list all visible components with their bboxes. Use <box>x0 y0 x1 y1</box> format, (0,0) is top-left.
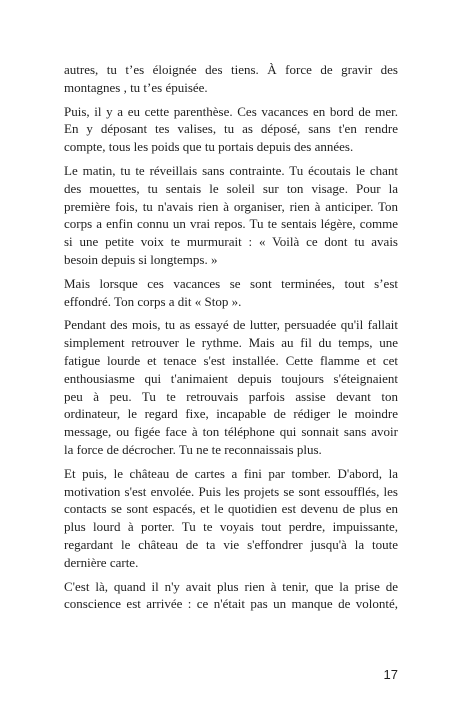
page-number: 17 <box>383 667 398 682</box>
page-text <box>64 61 398 613</box>
text-line: plus lourd à porter. Tu te voyais tout perdre, impuissante, <box>64 519 398 535</box>
text-line: conscience est arrivée : ce n'était pas un manque de volonté, <box>64 596 398 612</box>
text-line: fatigue lourde et tenace s'est installée. Cette flamme et cet <box>64 352 398 368</box>
text-line: corps a enfin connu un vrai repos. Tu te sentais légère, comme <box>64 216 398 232</box>
text-line: En y déposant tes valises, tu as déposé, sans t'en rendre <box>64 121 398 137</box>
text-line: simplement retrouver le rythme. Mais au fil du temps, une <box>64 335 398 351</box>
text-line: Et puis, le château de cartes a fini par tomber. D'abord, la <box>64 465 398 481</box>
text-line: C'est là, quand il n'y avait plus rien à tenir, que la prise de <box>64 578 398 594</box>
text-line: regardant le château de ta vie s'effondrer jusqu'à la toute <box>64 536 398 552</box>
text-line: Le matin, tu te réveillais sans contrainte. Tu écoutais le chant <box>64 162 398 178</box>
paragraph <box>64 465 398 572</box>
text-line: peu à peu. Tu te retrouvais parfois assise devant ton <box>64 388 398 404</box>
paragraph <box>64 61 398 97</box>
text-line: enthousiasme qui t'animaient depuis toujours s'éteignaient <box>64 370 398 386</box>
text-line: contacts se sont espacés, et le quotidien est devenu de plus en <box>64 501 398 517</box>
text-line: besoin depuis si longtemps. » <box>64 251 218 267</box>
text-line: première fois, tu n'avais rien à organiser, rien à anticiper. Ton <box>64 198 398 214</box>
paragraph <box>64 103 398 156</box>
paragraph <box>64 578 398 614</box>
text-line: message, ou figée face à ton téléphone qui sonnait sans avoir <box>64 424 398 440</box>
text-line: montagnes , tu t’es épuisée. <box>64 79 208 95</box>
text-line: compte, tous les poids que tu portais depuis des années. <box>64 139 354 155</box>
text-line: Pendant des mois, tu as essayé de lutter, persuadée qu'il fallait <box>64 317 398 333</box>
text-line: la force de décrocher. Tu ne te reconnaissais plus. <box>64 441 322 457</box>
text-line: Puis, il y a eu cette parenthèse. Ces vacances en bord de mer. <box>64 103 398 119</box>
text-line: dernière carte. <box>64 554 139 570</box>
text-line: autres, tu t’es éloignée des tiens. À force de gravir des <box>64 62 398 77</box>
text-line: motivation s'est envolée. Puis les projets se sont essoufflés, les <box>64 483 398 499</box>
text-line: des mouettes, tu sentais le soleil sur ton visage. Pour la <box>64 180 398 196</box>
paragraph <box>64 162 398 269</box>
text-line: effondré. Ton corps a dit « Stop ». <box>64 293 242 309</box>
text-line: ordinateur, le regard fixe, incapable de rédiger le moindre <box>64 406 398 422</box>
paragraph <box>64 275 398 311</box>
text-line: si une petite voix te murmurait : « Voilà ce dont tu avais <box>64 234 398 250</box>
text-line: Mais lorsque ces vacances se sont terminées, tout s’est <box>64 275 398 291</box>
paragraph <box>64 316 398 458</box>
